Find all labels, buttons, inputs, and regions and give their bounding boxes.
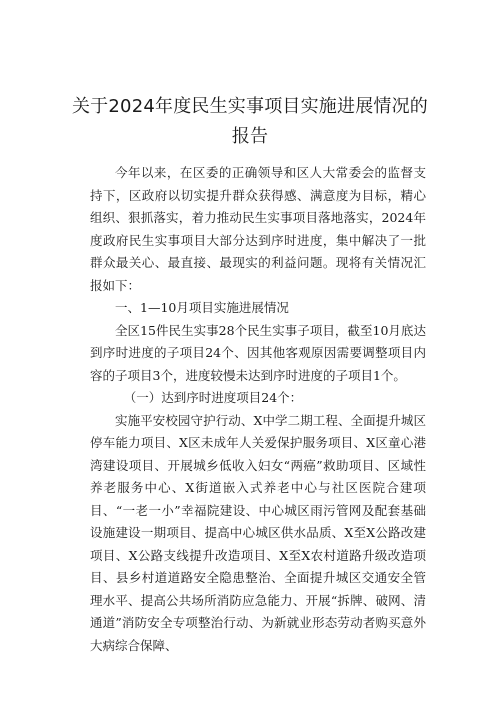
document-body xyxy=(90,162,426,657)
title-line-1: 关于2024年度民生实事项目实施进展情况的 xyxy=(71,96,428,117)
intro-paragraph: 今年以来，在区委的正确领导和区人大常委会的监督支持下，区政府以切实提升群众获得感、满意度为目标，精心组织、狠抓落实，着力推动民生实事项目落地落实，2024年度政府民生实事项目大部分达到序时进度，集中解决了一批群众最关心、最直接、最现实的利益问题。现将有关情况汇报如下： xyxy=(90,165,426,293)
document-title xyxy=(70,92,430,152)
title-line-2: 报告 xyxy=(231,126,269,147)
section-heading: 一、1—10月项目实施进展情况 xyxy=(115,300,289,315)
subsection-heading: （一）达到序时进度项目24个： xyxy=(123,390,303,405)
summary-paragraph: 全区15件民生实事28个民生实事子项目，截至10月底达到序时进度的子项目24个、因其他客观原因需要调整项目内容的子项目3个，进度较慢未达到序时进度的子项目1个。 xyxy=(90,322,426,383)
project-list-paragraph: 实施平安校园守护行动、X中学二期工程、全面提升城区停车能力项目、X区未成年人关爱保护服务项目、X区童心港湾建设项目、开展城乡低收入妇女“两癌”救助项目、区域性养老服务中心、X街道嵌入式养老中心与社区医院合建项目、“一老一小”幸福院建设、中心城区雨污管网及配套基础设施建设一期项目、提高中心城区供水品质、X至X公路改建项目、X公路支线提升改造项目、X至X农村道路升级改造项目、县乡村道道路安全隐患整治、全面提升城区交通安全管理水平、提高公共场所消防应急能力、开展“拆牌、破网、清通道”消防安全专项整治行动、为新就业形态劳动者购买意外大病综合保障、 xyxy=(90,412,426,653)
